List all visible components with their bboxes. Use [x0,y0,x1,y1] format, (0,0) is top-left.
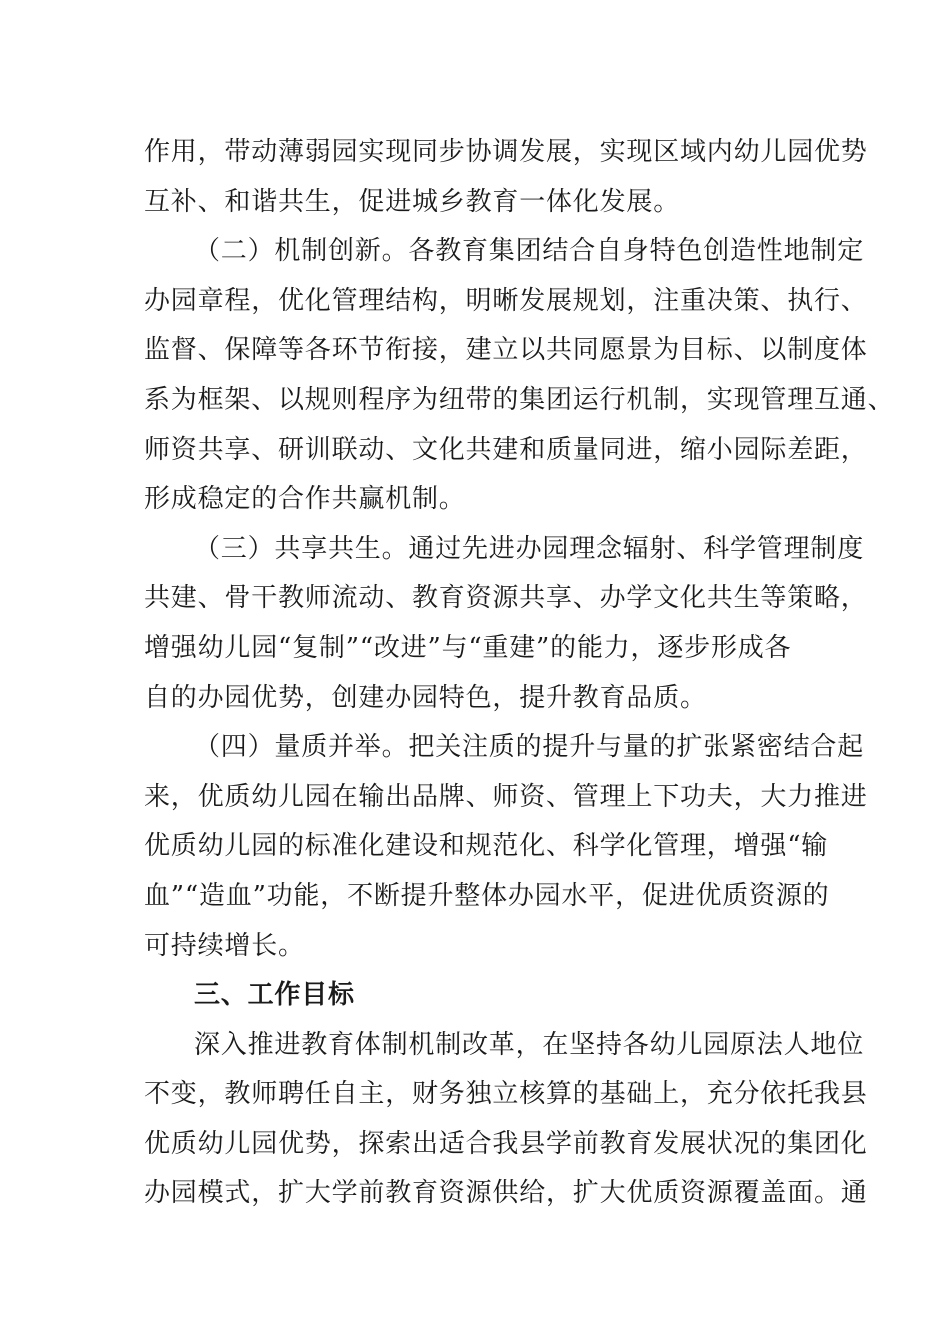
paragraph-line: 系为框架、以规则程序为纽带的集团运行机制，实现管理互通、 [144,384,895,415]
paragraph-line: 血”“造血”功能，不断提升整体办园水平，促进优质资源的 [144,880,830,911]
paragraph-line: 自的办园优势，创建办园特色，提升教育品质。 [144,682,707,713]
paragraph-line: 来，优质幼儿园在输出品牌、师资、管理上下功夫，大力推进 [144,781,868,812]
paragraph-line: 互补、和谐共生，促进城乡教育一体化发展。 [144,186,681,217]
paragraph-line: 优质幼儿园优势，探索出适合我县学前教育发展状况的集团化 [144,1128,868,1159]
section-heading: 三、工作目标 [194,980,355,1011]
paragraph-line: 办园章程，优化管理结构，明晰发展规划，注重决策、执行、 [144,285,868,316]
paragraph-line: （二）机制创新。各教育集团结合自身特色创造性地制定 [194,236,865,267]
paragraph-line: 共建、骨干教师流动、教育资源共享、办学文化共生等策略， [144,583,868,614]
paragraph-line: 形成稳定的合作共赢机制。 [144,484,466,515]
document-body [144,128,895,1219]
paragraph-line: 师资共享、研训联动、文化共建和质量同进，缩小园际差距， [144,434,868,465]
paragraph-line: 作用，带动薄弱园实现同步协调发展，实现区域内幼儿园优势 [144,137,868,167]
paragraph-line: 增强幼儿园“复制”“改进”与“重建”的能力，逐步形成各 [144,632,792,663]
paragraph-line: 可持续增长。 [144,930,305,961]
paragraph-line: 监督、保障等各环节衔接，建立以共同愿景为目标、以制度体 [144,335,868,366]
paragraph-line: （四）量质并举。把关注质的提升与量的扩张紧密结合起 [194,732,865,763]
paragraph-line: 办园模式，扩大学前教育资源供给，扩大优质资源覆盖面。通 [144,1178,868,1209]
paragraph-line: 优质幼儿园的标准化建设和规范化、科学化管理，增强“输 [144,831,829,862]
paragraph-line: （三）共享共生。通过先进办园理念辐射、科学管理制度 [194,533,865,564]
paragraph-line: 不变，教师聘任自主，财务独立核算的基础上，充分依托我县 [144,1079,868,1110]
paragraph-line: 深入推进教育体制机制改革，在坚持各幼儿园原法人地位 [194,1029,865,1060]
